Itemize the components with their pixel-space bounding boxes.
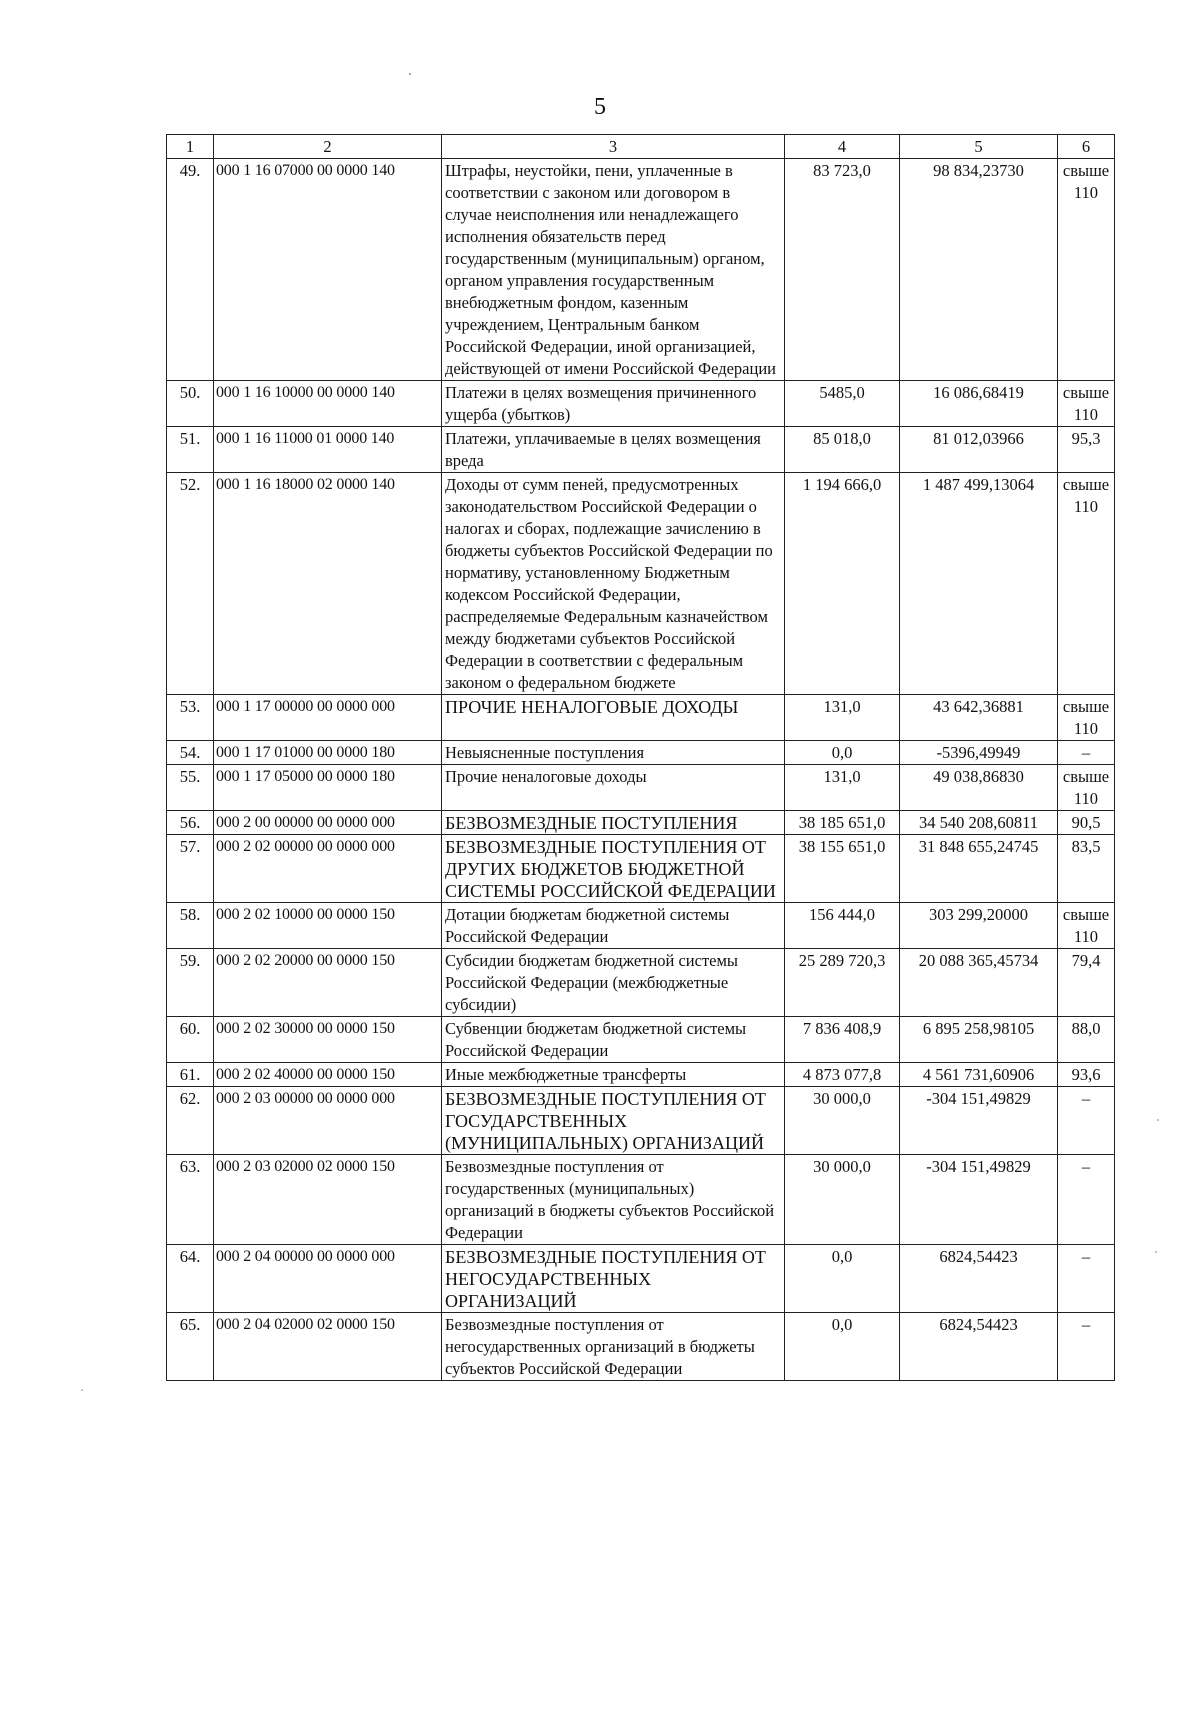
row-number: 63. [167,1155,214,1245]
revenue-name: ПРОЧИЕ НЕНАЛОГОВЫЕ ДОХОДЫ [442,695,785,741]
row-number: 62. [167,1087,214,1155]
actual-amount: 20 088 365,45734 [900,949,1058,1017]
table-row [167,1313,1115,1381]
row-number: 56. [167,811,214,835]
budget-classification-code: 000 2 02 10000 00 0000 150 [214,903,442,949]
revenue-name: Платежи в целях возмещения причиненного ущерба (убытков) [442,381,785,427]
budget-classification-code: 000 1 16 11000 01 0000 140 [214,427,442,473]
revenue-name: БЕЗВОЗМЕЗДНЫЕ ПОСТУПЛЕНИЯ [442,811,785,835]
execution-percent: свыше 110 [1058,159,1115,381]
row-number: 52. [167,473,214,695]
row-number: 49. [167,159,214,381]
execution-percent: 90,5 [1058,811,1115,835]
column-header: 3 [442,135,785,159]
page-number: 5 [594,94,606,120]
planned-amount: 30 000,0 [785,1155,900,1245]
row-number: 65. [167,1313,214,1381]
execution-percent: 79,4 [1058,949,1115,1017]
revenue-name: Доходы от сумм пеней, предусмотренных законодательством Российской Федерации о налогах и сборах, подлежащие зачислению в бюджеты субъектов Российской Федерации по нормативу, установленному Бюджетным кодексом Российской Федерации, распределяемые Федеральным казначейством между бюджетами субъектов Российской Федерации в соответствии с федеральным законом о федеральном бюджете [442,473,785,695]
actual-amount: 98 834,23730 [900,159,1058,381]
actual-amount: 1 487 499,13064 [900,473,1058,695]
budget-classification-code: 000 1 16 07000 00 0000 140 [214,159,442,381]
actual-amount: -304 151,49829 [900,1155,1058,1245]
row-number: 64. [167,1245,214,1313]
planned-amount: 4 873 077,8 [785,1063,900,1087]
table-row [167,811,1115,835]
row-number: 51. [167,427,214,473]
actual-amount: -304 151,49829 [900,1087,1058,1155]
actual-amount: 6824,54423 [900,1245,1058,1313]
actual-amount: 6824,54423 [900,1313,1058,1381]
planned-amount: 156 444,0 [785,903,900,949]
actual-amount: 49 038,86830 [900,765,1058,811]
table-row [167,903,1115,949]
actual-amount: 303 299,20000 [900,903,1058,949]
execution-percent: – [1058,741,1115,765]
execution-percent: свыше 110 [1058,381,1115,427]
actual-amount: 4 561 731,60906 [900,1063,1058,1087]
row-number: 54. [167,741,214,765]
planned-amount: 0,0 [785,1313,900,1381]
revenue-name: Платежи, уплачиваемые в целях возмещения вреда [442,427,785,473]
budget-classification-code: 000 2 00 00000 00 0000 000 [214,811,442,835]
row-number: 60. [167,1017,214,1063]
row-number: 55. [167,765,214,811]
revenue-name: Субвенции бюджетам бюджетной системы Российской Федерации [442,1017,785,1063]
execution-percent: – [1058,1313,1115,1381]
actual-amount: 34 540 208,60811 [900,811,1058,835]
revenue-name: Штрафы, неустойки, пени, уплаченные в соответствии с законом или договором в случае неисполнения или ненадлежащего исполнения обязательств перед государственным (муниципальным) органом, органом управления государственным внебюджетным фондом, казенным учреждением, Центральным банком Российской Федерации, иной организацией, действующей от имени Российской Федерации [442,159,785,381]
table-row [167,1155,1115,1245]
planned-amount: 131,0 [785,765,900,811]
execution-percent: – [1058,1155,1115,1245]
planned-amount: 25 289 720,3 [785,949,900,1017]
planned-amount: 83 723,0 [785,159,900,381]
row-number: 58. [167,903,214,949]
planned-amount: 1 194 666,0 [785,473,900,695]
actual-amount: -5396,49949 [900,741,1058,765]
table-row [167,381,1115,427]
column-header: 5 [900,135,1058,159]
table-row [167,1245,1115,1313]
actual-amount: 31 848 655,24745 [900,835,1058,903]
budget-classification-code: 000 2 02 30000 00 0000 150 [214,1017,442,1063]
table-row [167,159,1115,381]
budget-classification-code: 000 1 17 00000 00 0000 000 [214,695,442,741]
planned-amount: 0,0 [785,741,900,765]
revenue-name: БЕЗВОЗМЕЗДНЫЕ ПОСТУПЛЕНИЯ ОТ НЕГОСУДАРСТВЕННЫХ ОРГАНИЗАЦИЙ [442,1245,785,1313]
budget-classification-code: 000 2 04 00000 00 0000 000 [214,1245,442,1313]
budget-classification-code: 000 1 16 10000 00 0000 140 [214,381,442,427]
execution-percent: 88,0 [1058,1017,1115,1063]
budget-classification-code: 000 2 02 40000 00 0000 150 [214,1063,442,1087]
execution-percent: свыше 110 [1058,695,1115,741]
row-number: 53. [167,695,214,741]
planned-amount: 0,0 [785,1245,900,1313]
actual-amount: 81 012,03966 [900,427,1058,473]
table-row [167,949,1115,1017]
actual-amount: 43 642,36881 [900,695,1058,741]
budget-classification-code: 000 1 17 01000 00 0000 180 [214,741,442,765]
revenue-name: Невыясненные поступления [442,741,785,765]
table-row [167,835,1115,903]
planned-amount: 5485,0 [785,381,900,427]
revenue-name: Дотации бюджетам бюджетной системы Российской Федерации [442,903,785,949]
execution-percent: – [1058,1087,1115,1155]
column-number-row [167,135,1115,159]
planned-amount: 85 018,0 [785,427,900,473]
execution-percent: свыше 110 [1058,473,1115,695]
planned-amount: 38 185 651,0 [785,811,900,835]
actual-amount: 6 895 258,98105 [900,1017,1058,1063]
table-row [167,695,1115,741]
budget-classification-code: 000 2 04 02000 02 0000 150 [214,1313,442,1381]
column-header: 1 [167,135,214,159]
column-header: 2 [214,135,442,159]
table-row [167,741,1115,765]
budget-classification-code: 000 2 02 20000 00 0000 150 [214,949,442,1017]
table-row [167,427,1115,473]
column-header: 4 [785,135,900,159]
execution-percent: свыше 110 [1058,765,1115,811]
table-row [167,1017,1115,1063]
execution-percent: – [1058,1245,1115,1313]
column-header: 6 [1058,135,1115,159]
revenue-name: БЕЗВОЗМЕЗДНЫЕ ПОСТУПЛЕНИЯ ОТ ГОСУДАРСТВЕННЫХ (МУНИЦИПАЛЬНЫХ) ОРГАНИЗАЦИЙ [442,1087,785,1155]
revenue-name: Прочие неналоговые доходы [442,765,785,811]
revenue-name: БЕЗВОЗМЕЗДНЫЕ ПОСТУПЛЕНИЯ ОТ ДРУГИХ БЮДЖЕТОВ БЮДЖЕТНОЙ СИСТЕМЫ РОССИЙСКОЙ ФЕДЕРАЦИИ [442,835,785,903]
planned-amount: 131,0 [785,695,900,741]
planned-amount: 38 155 651,0 [785,835,900,903]
execution-percent: свыше 110 [1058,903,1115,949]
row-number: 59. [167,949,214,1017]
budget-revenue-table [166,134,1115,1381]
budget-classification-code: 000 1 17 05000 00 0000 180 [214,765,442,811]
execution-percent: 93,6 [1058,1063,1115,1087]
budget-classification-code: 000 2 03 00000 00 0000 000 [214,1087,442,1155]
planned-amount: 30 000,0 [785,1087,900,1155]
budget-classification-code: 000 1 16 18000 02 0000 140 [214,473,442,695]
revenue-name: Безвозмездные поступления от государственных (муниципальных) организаций в бюджеты субъектов Российской Федерации [442,1155,785,1245]
budget-classification-code: 000 2 02 00000 00 0000 000 [214,835,442,903]
budget-classification-code: 000 2 03 02000 02 0000 150 [214,1155,442,1245]
revenue-name: Субсидии бюджетам бюджетной системы Российской Федерации (межбюджетные субсидии) [442,949,785,1017]
actual-amount: 16 086,68419 [900,381,1058,427]
revenue-name: Иные межбюджетные трансферты [442,1063,785,1087]
table-row [167,1087,1115,1155]
row-number: 50. [167,381,214,427]
table-row [167,473,1115,695]
row-number: 57. [167,835,214,903]
execution-percent: 83,5 [1058,835,1115,903]
execution-percent: 95,3 [1058,427,1115,473]
planned-amount: 7 836 408,9 [785,1017,900,1063]
table-row [167,1063,1115,1087]
revenue-name: Безвозмездные поступления от негосударственных организаций в бюджеты субъектов Российской Федерации [442,1313,785,1381]
row-number: 61. [167,1063,214,1087]
table-row [167,765,1115,811]
